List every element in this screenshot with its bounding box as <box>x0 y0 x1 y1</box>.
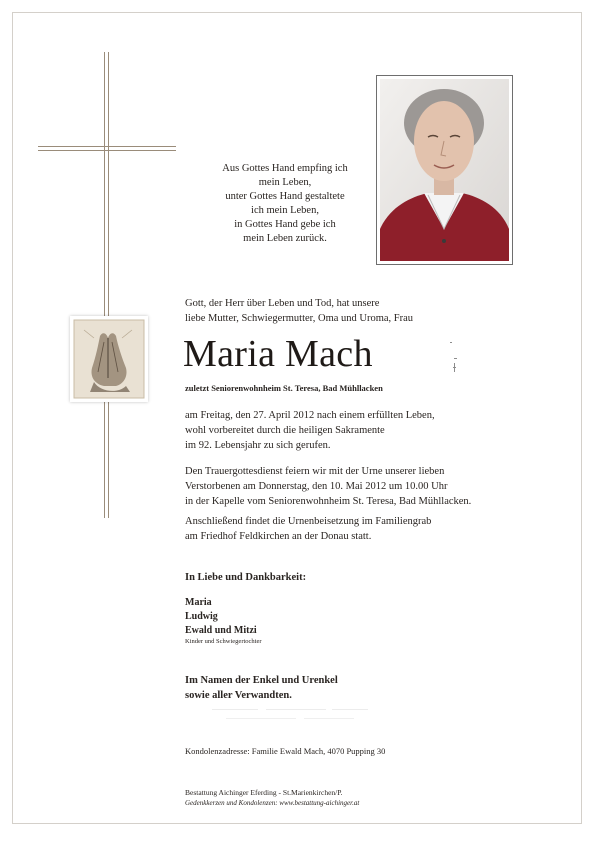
death-announcement <box>185 408 435 453</box>
verse-line: mein Leben, <box>258 177 312 188</box>
service-line: Verstorbenen am Donnerstag, den 10. Mai 2012 um 10.00 Uhr <box>185 481 448 492</box>
funeral-home: Bestattung Aichinger Eferding - St.Marienkirchen/P. <box>185 788 343 797</box>
verse-line: in Gottes Hand gebe ich <box>234 219 336 230</box>
faint-print-marks <box>212 706 382 724</box>
mourner-name: Maria <box>185 597 212 608</box>
death-line: am Freitag, den 27. April 2012 nach einem erfüllten Leben, <box>185 410 435 421</box>
mourners-heading: In Liebe und Dankbarkeit: <box>185 572 307 583</box>
mourners-relation-note: Kinder und Schwiegertochter <box>185 638 262 645</box>
death-line: im 92. Lebensjahr zu sich gerufen. <box>185 440 331 451</box>
intro-line: liebe Mutter, Schwiegermutter, Oma und Uroma, Frau <box>185 313 414 324</box>
verse-line: Aus Gottes Hand empfing ich <box>222 163 348 174</box>
condolence-website: Gedenkkerzen und Kondolenzen: www.bestattung-aichinger.at <box>185 799 360 807</box>
praying-hands-icon <box>70 316 148 402</box>
service-line: in der Kapelle vom Seniorenwohnheim St. Teresa, Bad Mühllacken. <box>185 496 472 507</box>
verse-line: mein Leben zurück. <box>243 233 327 244</box>
service-line: Den Trauergottesdienst feiern wir mit der Urne unserer lieben <box>185 466 445 477</box>
verse-line: ich mein Leben, <box>251 205 319 216</box>
deceased-name: Maria Mach <box>183 333 373 375</box>
mourner-name: Ewald und Mitzi <box>185 625 257 636</box>
funeral-service-info <box>185 464 471 509</box>
last-residence: zuletzt Seniorenwohnheim St. Teresa, Bad Mühllacken <box>185 383 383 393</box>
mourner-name: Ludwig <box>185 611 218 622</box>
grandchildren-line: Im Namen der Enkel und Urenkel <box>185 675 338 686</box>
grandchildren-line: sowie aller Verwandten. <box>185 690 292 701</box>
verse-line: unter Gottes Hand gestaltete <box>225 191 345 202</box>
burial-info <box>185 514 431 544</box>
intro-line: Gott, der Herr über Leben und Tod, hat unsere <box>185 298 380 309</box>
cross-horizontal-beam <box>38 146 176 151</box>
burial-line: Anschließend findet die Urnenbeisetzung im Familiengrab <box>185 516 432 527</box>
condolence-address: Kondolenzadresse: Familie Ewald Mach, 4070 Pupping 30 <box>185 746 386 756</box>
portrait-photo <box>376 75 513 265</box>
decorative-marks <box>446 340 458 380</box>
memorial-verse <box>200 162 370 246</box>
death-line: wohl vorbereitet durch die heiligen Sakramente <box>185 425 385 436</box>
intro-text <box>185 296 413 326</box>
mourner-names <box>185 596 257 638</box>
burial-line: am Friedhof Feldkirchen an der Donau statt. <box>185 531 372 542</box>
grandchildren-text <box>185 673 338 703</box>
cross-vertical-beam <box>104 52 109 518</box>
